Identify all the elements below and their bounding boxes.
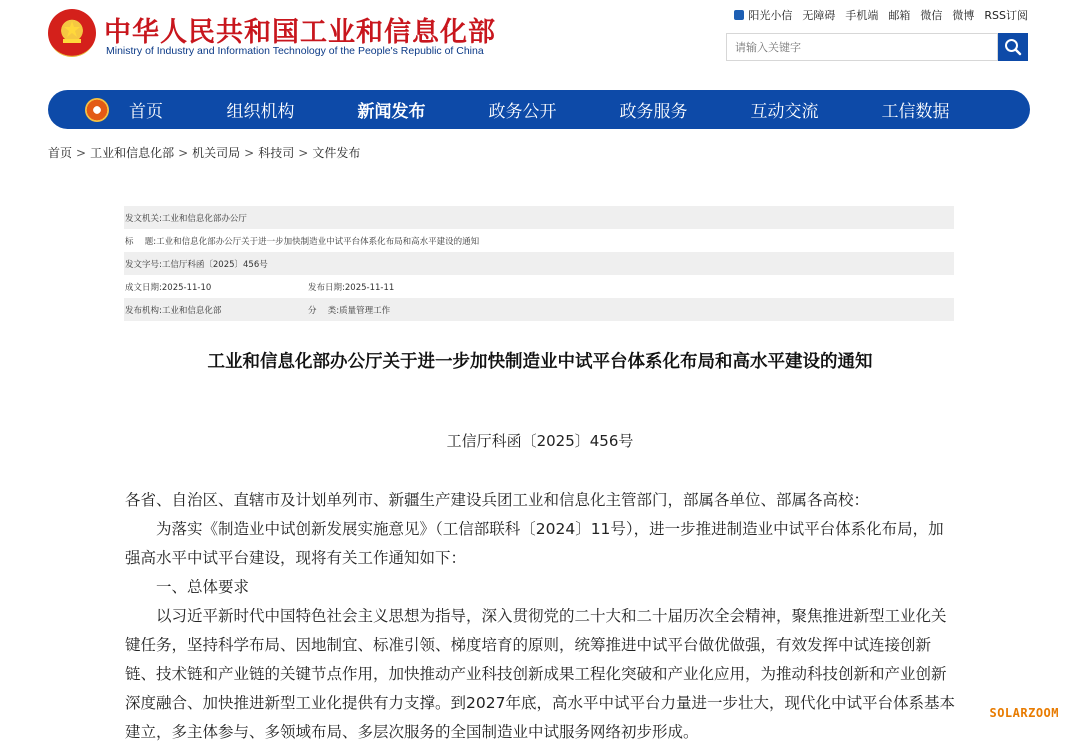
meta-doc-no-value: 工信厅科函〔2025〕456号: [161, 259, 268, 270]
document-intro: 为落实《制造业中试创新发展实施意见》（工信部联科〔2024〕11号），进一步推进制造业中试平台体系化布局，加强高水平中试平台建设，现将有关工作通知如下：: [125, 520, 944, 567]
search-icon: [1004, 38, 1022, 56]
accessibility-link[interactable]: 无障碍: [802, 9, 836, 22]
nav-interaction[interactable]: 互动交流: [750, 102, 819, 122]
breadcrumb: [48, 144, 360, 161]
meta-row-org: [124, 298, 954, 321]
weibo-link[interactable]: 微博: [952, 9, 975, 22]
nav-government-affairs[interactable]: 政务公开: [488, 102, 557, 122]
sunshine-link[interactable]: [734, 7, 792, 23]
document-recipients: 各省、自治区、直辖市及计划单列市、新疆生产建设兵团工业和信息化主管部门，部属各单位、部属各高校：: [125, 491, 870, 509]
meta-row-doc-no: [124, 252, 954, 275]
breadcrumb-ministry[interactable]: 工业和信息化部: [90, 146, 175, 160]
nav-government-services[interactable]: 政务服务: [619, 102, 688, 122]
meta-row-title: [124, 229, 954, 252]
top-links: [734, 7, 1028, 23]
meta-title-value: 工业和信息化部办公厅关于进一步加快制造业中试平台体系化布局和高水平建设的通知: [156, 236, 480, 247]
breadcrumb-home[interactable]: 首页: [48, 146, 73, 160]
nav-home[interactable]: 首页: [129, 102, 163, 122]
meta-category-label: 分 类:: [308, 305, 340, 316]
meta-date-published-label: 发布日期:: [308, 282, 345, 293]
nav-news[interactable]: 新闻发布: [357, 102, 426, 122]
breadcrumb-science-dept[interactable]: 科技司: [258, 146, 295, 160]
meta-date-written-label: 成文日期:: [125, 282, 162, 293]
national-emblem-logo[interactable]: [48, 9, 96, 57]
search-box: [726, 33, 998, 61]
meta-date-published: [308, 281, 394, 293]
wechat-link[interactable]: 微信: [920, 9, 943, 22]
nav-logo-icon: [85, 98, 109, 122]
meta-issuer-label: 发文机关:: [125, 213, 162, 224]
rss-link[interactable]: RSS订阅: [984, 9, 1028, 22]
sunshine-label: 阳光小信: [748, 9, 793, 22]
sunshine-icon: [734, 10, 744, 20]
search-input[interactable]: [727, 34, 1003, 60]
site-name-en: Ministry of Industry and Information Technology of the People's Republic of China: [106, 45, 484, 57]
breadcrumb-departments[interactable]: 机关司局: [192, 146, 241, 160]
meta-title-label: 标 题:: [125, 236, 157, 247]
document-meta-table: [124, 206, 954, 321]
meta-row-issuer: [124, 206, 954, 229]
breadcrumb-separator: >: [178, 146, 189, 160]
meta-org-value: 工业和信息化部: [161, 305, 222, 316]
document-title: 工业和信息化部办公厅关于进一步加快制造业中试平台体系化布局和高水平建设的通知: [207, 352, 873, 372]
meta-date-published-value: 2025-11-11: [344, 282, 395, 293]
mail-link[interactable]: 邮箱: [888, 9, 911, 22]
main-nav: [48, 90, 1030, 129]
meta-category-value: 质量管理工作: [339, 305, 391, 316]
breadcrumb-documents[interactable]: 文件发布: [312, 146, 361, 160]
nav-organization[interactable]: 组织机构: [226, 102, 295, 122]
section-paragraph: 以习近平新时代中国特色社会主义思想为指导，深入贯彻党的二十大和二十届历次全会精神，聚焦推进新型工业化关键任务，坚持科学布局、因地制宜、标准引领、梯度培育的原则，统筹推进中试平台做优做强，有效发挥中试连接创新链、技术链和产业链的关键节点作用，加快推动产业科技创新成果工程化突破和产业化应用，为推动科技创新和产业创新深度融合、加快推进新型工业化提供有力支撑。到2027年底，高水平中试平台力量进一步壮大，现代化中试平台体系基本建立，多主体参与、多领域布局、多层次服务的全国制造业中试服务网络初步形成。: [125, 607, 955, 741]
breadcrumb-separator: >: [244, 146, 255, 160]
meta-org: [125, 304, 308, 316]
search-button[interactable]: [998, 33, 1028, 61]
meta-doc-no-label: 发文字号:: [125, 259, 162, 270]
site-name-cn[interactable]: 中华人民共和国工业和信息化部: [104, 17, 496, 48]
document-number: 工信厅科函〔2025〕456号: [446, 432, 634, 450]
mobile-link[interactable]: 手机端: [845, 9, 879, 22]
breadcrumb-separator: >: [76, 146, 87, 160]
watermark: SOLARZOOM: [989, 706, 1059, 720]
meta-date-written: [125, 281, 308, 293]
breadcrumb-separator: >: [298, 146, 309, 160]
meta-org-label: 发布机构:: [125, 305, 162, 316]
meta-category: [308, 304, 390, 316]
nav-data[interactable]: 工信数据: [881, 102, 950, 122]
meta-row-dates: [124, 275, 954, 298]
meta-issuer-value: 工业和信息化部办公厅: [161, 213, 247, 224]
section-heading: 一、总体要求: [156, 578, 250, 596]
meta-date-written-value: 2025-11-10: [161, 282, 212, 293]
